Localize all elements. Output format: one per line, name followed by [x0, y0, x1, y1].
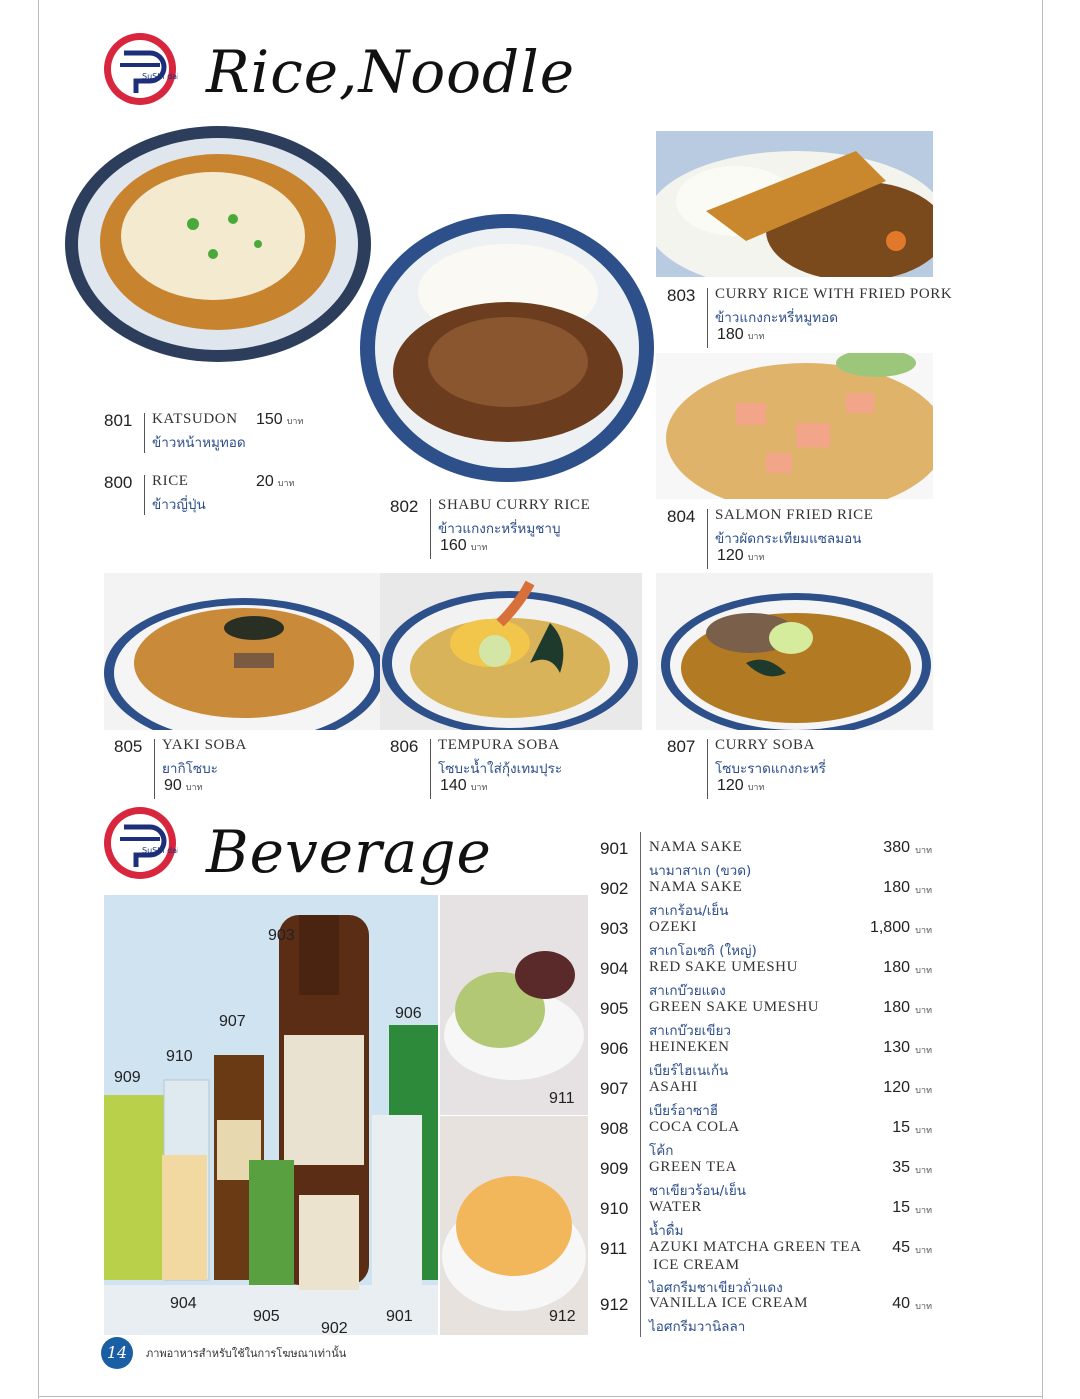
item-code: 803	[667, 286, 696, 305]
photo-label-907: 907	[219, 1013, 246, 1030]
item-price: 120	[717, 777, 744, 794]
item-code: 905	[600, 999, 629, 1018]
item-thai-name: เบียร์ไฮเนเก้น	[649, 1063, 729, 1079]
item-thai-name: ชาเขียวร้อน/เย็น	[649, 1183, 746, 1199]
item-code: 807	[667, 737, 696, 756]
item-price: 40	[892, 1295, 910, 1312]
item-thai-name: ข้าวแกงกะหรี่หมูทอด	[715, 310, 839, 326]
item-name: OZEKI	[649, 919, 697, 935]
item-name: SALMON FRIED RICE	[715, 507, 874, 523]
item-name-line2: ICE CREAM	[653, 1257, 740, 1273]
beverage-item-905: 905 GREEN SAKE UMESHU สาเกบ๊วยเขียว 180 บาท	[600, 999, 932, 1039]
item-name: VANILLA ICE CREAM	[649, 1295, 809, 1311]
item-name: SHABU CURRY RICE	[438, 497, 591, 513]
item-name: TEMPURA SOBA	[438, 737, 560, 753]
photo-label-902: 902	[321, 1320, 348, 1337]
item-code: 800	[104, 473, 133, 492]
beverage-item-904: 904 RED SAKE UMESHU สาเกบ๊วยแดง 180 บาท	[600, 959, 932, 999]
menu-item-807: 807 CURRY SOBA โซบะราดแกงกะหรี่ 120 บาท	[667, 737, 927, 799]
item-code: 908	[600, 1119, 629, 1138]
section-title-rice-noodle: Rice,Noodle	[206, 38, 576, 106]
beverage-item-909: 909 GREEN TEA ชาเขียวร้อน/เย็น 35 บาท	[600, 1159, 932, 1199]
item-thai-name: ข้าวแกงกะหรี่หมูชาบู	[438, 521, 561, 537]
item-price: 180	[883, 959, 910, 976]
svg-text:SuShi dai: SuShi dai	[142, 72, 178, 81]
item-code: 801	[104, 411, 133, 430]
photo-label-910: 910	[166, 1048, 193, 1065]
svg-text:SuShi dai: SuShi dai	[142, 846, 178, 855]
item-name: HEINEKEN	[649, 1039, 730, 1055]
item-code: 806	[390, 737, 419, 756]
tempura-soba-photo	[380, 573, 642, 730]
page-border-bottom	[38, 1396, 1043, 1397]
sushi-dai-logo	[102, 31, 178, 107]
item-price: 90	[164, 777, 182, 794]
item-price: 120	[717, 547, 744, 564]
item-price: 380	[883, 839, 910, 856]
item-code: 902	[600, 879, 629, 898]
photo-label-901: 901	[386, 1308, 413, 1325]
item-code: 901	[600, 839, 629, 858]
item-name: RED SAKE UMESHU	[649, 959, 799, 975]
advertising-disclaimer: ภาพอาหารสำหรับใช้ในการโฆษณาเท่านั้น	[146, 1347, 347, 1360]
item-code: 804	[667, 507, 696, 526]
item-thai-name: สาเกบ๊วยเขียว	[649, 1023, 732, 1039]
menu-item-801: 801 KATSUDON ข้าวหน้าหมูทอด 150 บาท	[104, 411, 304, 451]
item-code: 906	[600, 1039, 629, 1058]
item-thai-name: ไอศกรีมชาเขียวถั่วแดง	[649, 1280, 783, 1296]
matcha-ice-cream-photo	[440, 895, 588, 1115]
menu-item-805: 805 YAKI SOBA ยากิโซบะ 90 บาท	[114, 737, 364, 799]
menu-item-806: 806 TEMPURA SOBA โซบะน้ำใส่กุ้งเทมปุระ 140 บาท	[390, 737, 650, 799]
item-thai-name: โซบะน้ำใส่กุ้งเทมปุระ	[438, 761, 563, 777]
item-thai-name: สาเกโอเซกิ (ใหญ่)	[649, 943, 757, 959]
beverage-item-911: 911 AZUKI MATCHA GREEN TEA ICE CREAM ไอศกรีมชาเขียวถั่วแดง 45 บาท	[600, 1239, 932, 1296]
curry-soba-photo	[656, 573, 933, 730]
beverage-item-902: 902 NAMA SAKE สาเกร้อน/เย็น 180 บาท	[600, 879, 932, 919]
item-price: 1,800	[869, 919, 910, 936]
item-code: 903	[600, 919, 629, 938]
item-code: 910	[600, 1199, 629, 1218]
item-price: 15	[892, 1199, 910, 1216]
item-thai-name: สาเกบ๊วยแดง	[649, 983, 726, 999]
item-code: 909	[600, 1159, 629, 1178]
item-thai-name: โซบะราดแกงกะหรี่	[715, 761, 826, 777]
item-price: 180	[883, 879, 910, 896]
item-price: 15	[892, 1119, 910, 1136]
shabu-curry-rice-photo	[358, 212, 656, 484]
item-thai-name: ข้าวผัดกระเทียมแซลมอน	[715, 531, 862, 547]
item-name: KATSUDON	[152, 411, 238, 427]
salmon-fried-rice-photo	[656, 353, 933, 499]
photo-label-909: 909	[114, 1069, 141, 1086]
beverage-item-907: 907 ASAHI เบียร์อาซาฮี 120 บาท	[600, 1079, 932, 1119]
photo-label-906: 906	[395, 1005, 422, 1022]
item-price: 180	[883, 999, 910, 1016]
page-border-left	[38, 0, 39, 1399]
item-name: CURRY RICE WITH FRIED PORK	[715, 286, 953, 302]
item-price: 120	[883, 1079, 910, 1096]
yaki-soba-photo	[104, 573, 381, 730]
beverage-item-908: 908 COCA COLA โค้ก 15 บาท	[600, 1119, 932, 1159]
item-price: 150	[256, 411, 283, 428]
page-border-right	[1042, 0, 1043, 1399]
item-name: CURRY SOBA	[715, 737, 816, 753]
item-thai-name: ข้าวหน้าหมูทอด	[152, 435, 246, 451]
item-name: GREEN TEA	[649, 1159, 738, 1175]
item-code: 805	[114, 737, 143, 756]
item-price: 140	[440, 777, 467, 794]
item-name: WATER	[649, 1199, 702, 1215]
menu-item-803: 803 CURRY RICE WITH FRIED PORK ข้าวแกงกะหรี่หมูทอด 180 บาท	[667, 286, 937, 348]
item-thai-name: ไอศกรีมวานิลลา	[649, 1319, 746, 1335]
item-code: 912	[600, 1295, 629, 1314]
photo-label-903: 903	[268, 927, 295, 944]
photo-label-904: 904	[170, 1295, 197, 1312]
page-number: 14	[101, 1337, 133, 1369]
item-price: 35	[892, 1159, 910, 1176]
curry-rice-fried-pork-photo	[656, 131, 933, 277]
item-thai-name: ยากิโซบะ	[162, 761, 218, 777]
item-code: 904	[600, 959, 629, 978]
item-thai-name: นามาสาเก (ขวด)	[649, 863, 752, 879]
item-code: 802	[390, 497, 419, 516]
item-name: NAMA SAKE	[649, 879, 743, 895]
photo-label-911: 911	[549, 1090, 575, 1107]
item-price: 160	[440, 537, 467, 554]
beverage-item-901: 901 NAMA SAKE นามาสาเก (ขวด) 380 บาท	[600, 839, 932, 879]
item-price: 180	[717, 326, 744, 343]
katsudon-photo	[63, 124, 373, 364]
photo-label-905: 905	[253, 1308, 280, 1325]
beverage-item-903: 903 OZEKI สาเกโอเซกิ (ใหญ่) 1,800 บาท	[600, 919, 932, 959]
item-name: RICE	[152, 473, 189, 489]
item-price: 45	[892, 1239, 910, 1256]
sushi-dai-logo	[102, 805, 178, 881]
item-name: AZUKI MATCHA GREEN TEA	[649, 1239, 862, 1255]
beverage-item-912: 912 VANILLA ICE CREAM ไอศกรีมวานิลลา 40 บาท	[600, 1295, 932, 1335]
item-name: GREEN SAKE UMESHU	[649, 999, 820, 1015]
item-name: ASAHI	[649, 1079, 698, 1095]
item-thai-name: ข้าวญี่ปุ่น	[152, 497, 206, 513]
menu-item-804: 804 SALMON FRIED RICE ข้าวผัดกระเทียมแซลมอน 120 บาท	[667, 507, 937, 569]
item-thai-name: โค้ก	[649, 1143, 674, 1159]
item-name: YAKI SOBA	[162, 737, 247, 753]
item-name: NAMA SAKE	[649, 839, 743, 855]
section-title-beverage: Beverage	[206, 818, 492, 886]
beverage-item-906: 906 HEINEKEN เบียร์ไฮเนเก้น 130 บาท	[600, 1039, 932, 1079]
item-code: 907	[600, 1079, 629, 1098]
menu-item-800: 800 RICE ข้าวญี่ปุ่น 20 บาท	[104, 473, 295, 513]
menu-item-802: 802 SHABU CURRY RICE ข้าวแกงกะหรี่หมูชาบู 160 บาท	[390, 497, 650, 559]
item-name: COCA COLA	[649, 1119, 740, 1135]
item-thai-name: น้ำดื่ม	[649, 1223, 684, 1239]
vanilla-ice-cream-photo	[440, 1116, 588, 1335]
item-thai-name: สาเกร้อน/เย็น	[649, 903, 729, 919]
item-thai-name: เบียร์อาซาฮี	[649, 1103, 719, 1119]
photo-label-912: 912	[549, 1308, 576, 1325]
item-price: 20	[256, 473, 274, 490]
item-code: 911	[600, 1239, 628, 1258]
item-price: 130	[883, 1039, 910, 1056]
beverage-bottles-photo	[104, 895, 438, 1335]
beverage-item-910: 910 WATER น้ำดื่ม 15 บาท	[600, 1199, 932, 1239]
